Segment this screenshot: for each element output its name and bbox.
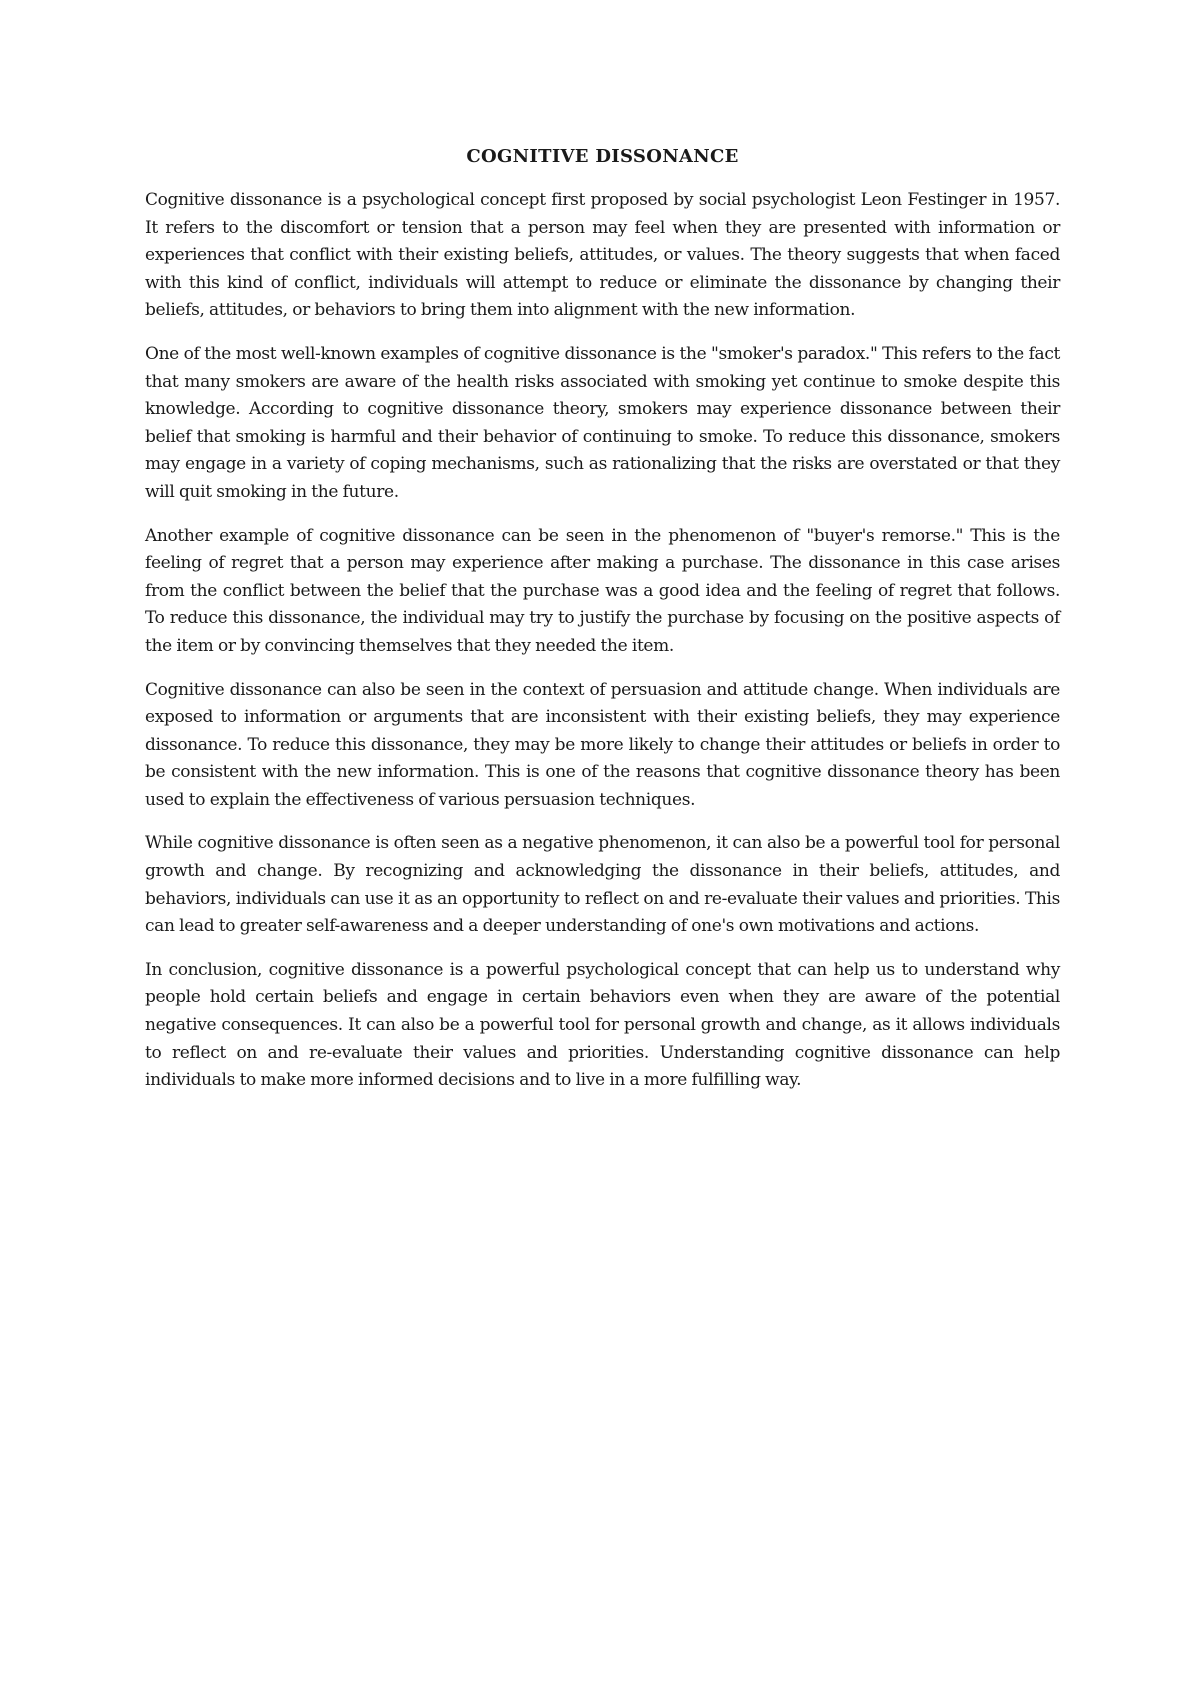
paragraph-2: One of the most well-known examples of cognitive dissonance is the "smoker's paradox." This refers to the fact that many smokers are aware of the health risks associated with smoking yet continue to smoke despite this knowledge. According to cognitive dissonance theory, smokers may experience dissonance between their belief that smoking is harmful and their behavior of continuing to smoke. To reduce this dissonance, smokers may engage in a variety of coping mechanisms, such as rationalizing that the risks are overstated or that they will quit smoking in the future.	[145, 343, 1060, 502]
document-page	[145, 143, 1060, 1111]
paragraph-3: Another example of cognitive dissonance can be seen in the phenomenon of "buyer's remorse." This is the feeling of regret that a person may experience after making a purchase. The dissonance in this case arises from the conflict between the belief that the purchase was a good idea and the feeling of regret that follows. To reduce this dissonance, the individual may try to justify the purchase by focusing on the positive aspects of the item or by convincing themselves that they needed the item.	[145, 525, 1060, 656]
paragraph-4: Cognitive dissonance can also be seen in the context of persuasion and attitude change. When individuals are exposed to information or arguments that are inconsistent with their existing beliefs, they may experience dissonance. To reduce this dissonance, they may be more likely to change their attitudes or beliefs in order to be consistent with the new information. This is one of the reasons that cognitive dissonance theory has been used to explain the effectiveness of various persuasion techniques.	[145, 679, 1060, 810]
document-title: COGNITIVE DISSONANCE	[466, 146, 739, 167]
paragraph-1: Cognitive dissonance is a psychological concept first proposed by social psychologist Leon Festinger in 1957. It refers to the discomfort or tension that a person may feel when they are presented with information or experiences that conflict with their existing beliefs, attitudes, or values. The theory suggests that when faced with this kind of conflict, individuals will attempt to reduce or eliminate the dissonance by changing their beliefs, attitudes, or behaviors to bring them into alignment with the new information.	[145, 190, 1060, 321]
paragraph-5: While cognitive dissonance is often seen as a negative phenomenon, it can also be a powerful tool for personal growth and change. By recognizing and acknowledging the dissonance in their beliefs, attitudes, and behaviors, individuals can use it as an opportunity to reflect on and re-evaluate their values and priorities. This can lead to greater self-awareness and a deeper understanding of one's own motivations and actions.	[145, 833, 1060, 937]
paragraph-6: In conclusion, cognitive dissonance is a powerful psychological concept that can help us to understand why people hold certain beliefs and engage in certain behaviors even when they are aware of the potential negative consequences. It can also be a powerful tool for personal growth and change, as it allows individuals to reflect on and re-evaluate their values and priorities. Understanding cognitive dissonance can help individuals to make more informed decisions and to live in a more fulfilling way.	[145, 959, 1060, 1091]
